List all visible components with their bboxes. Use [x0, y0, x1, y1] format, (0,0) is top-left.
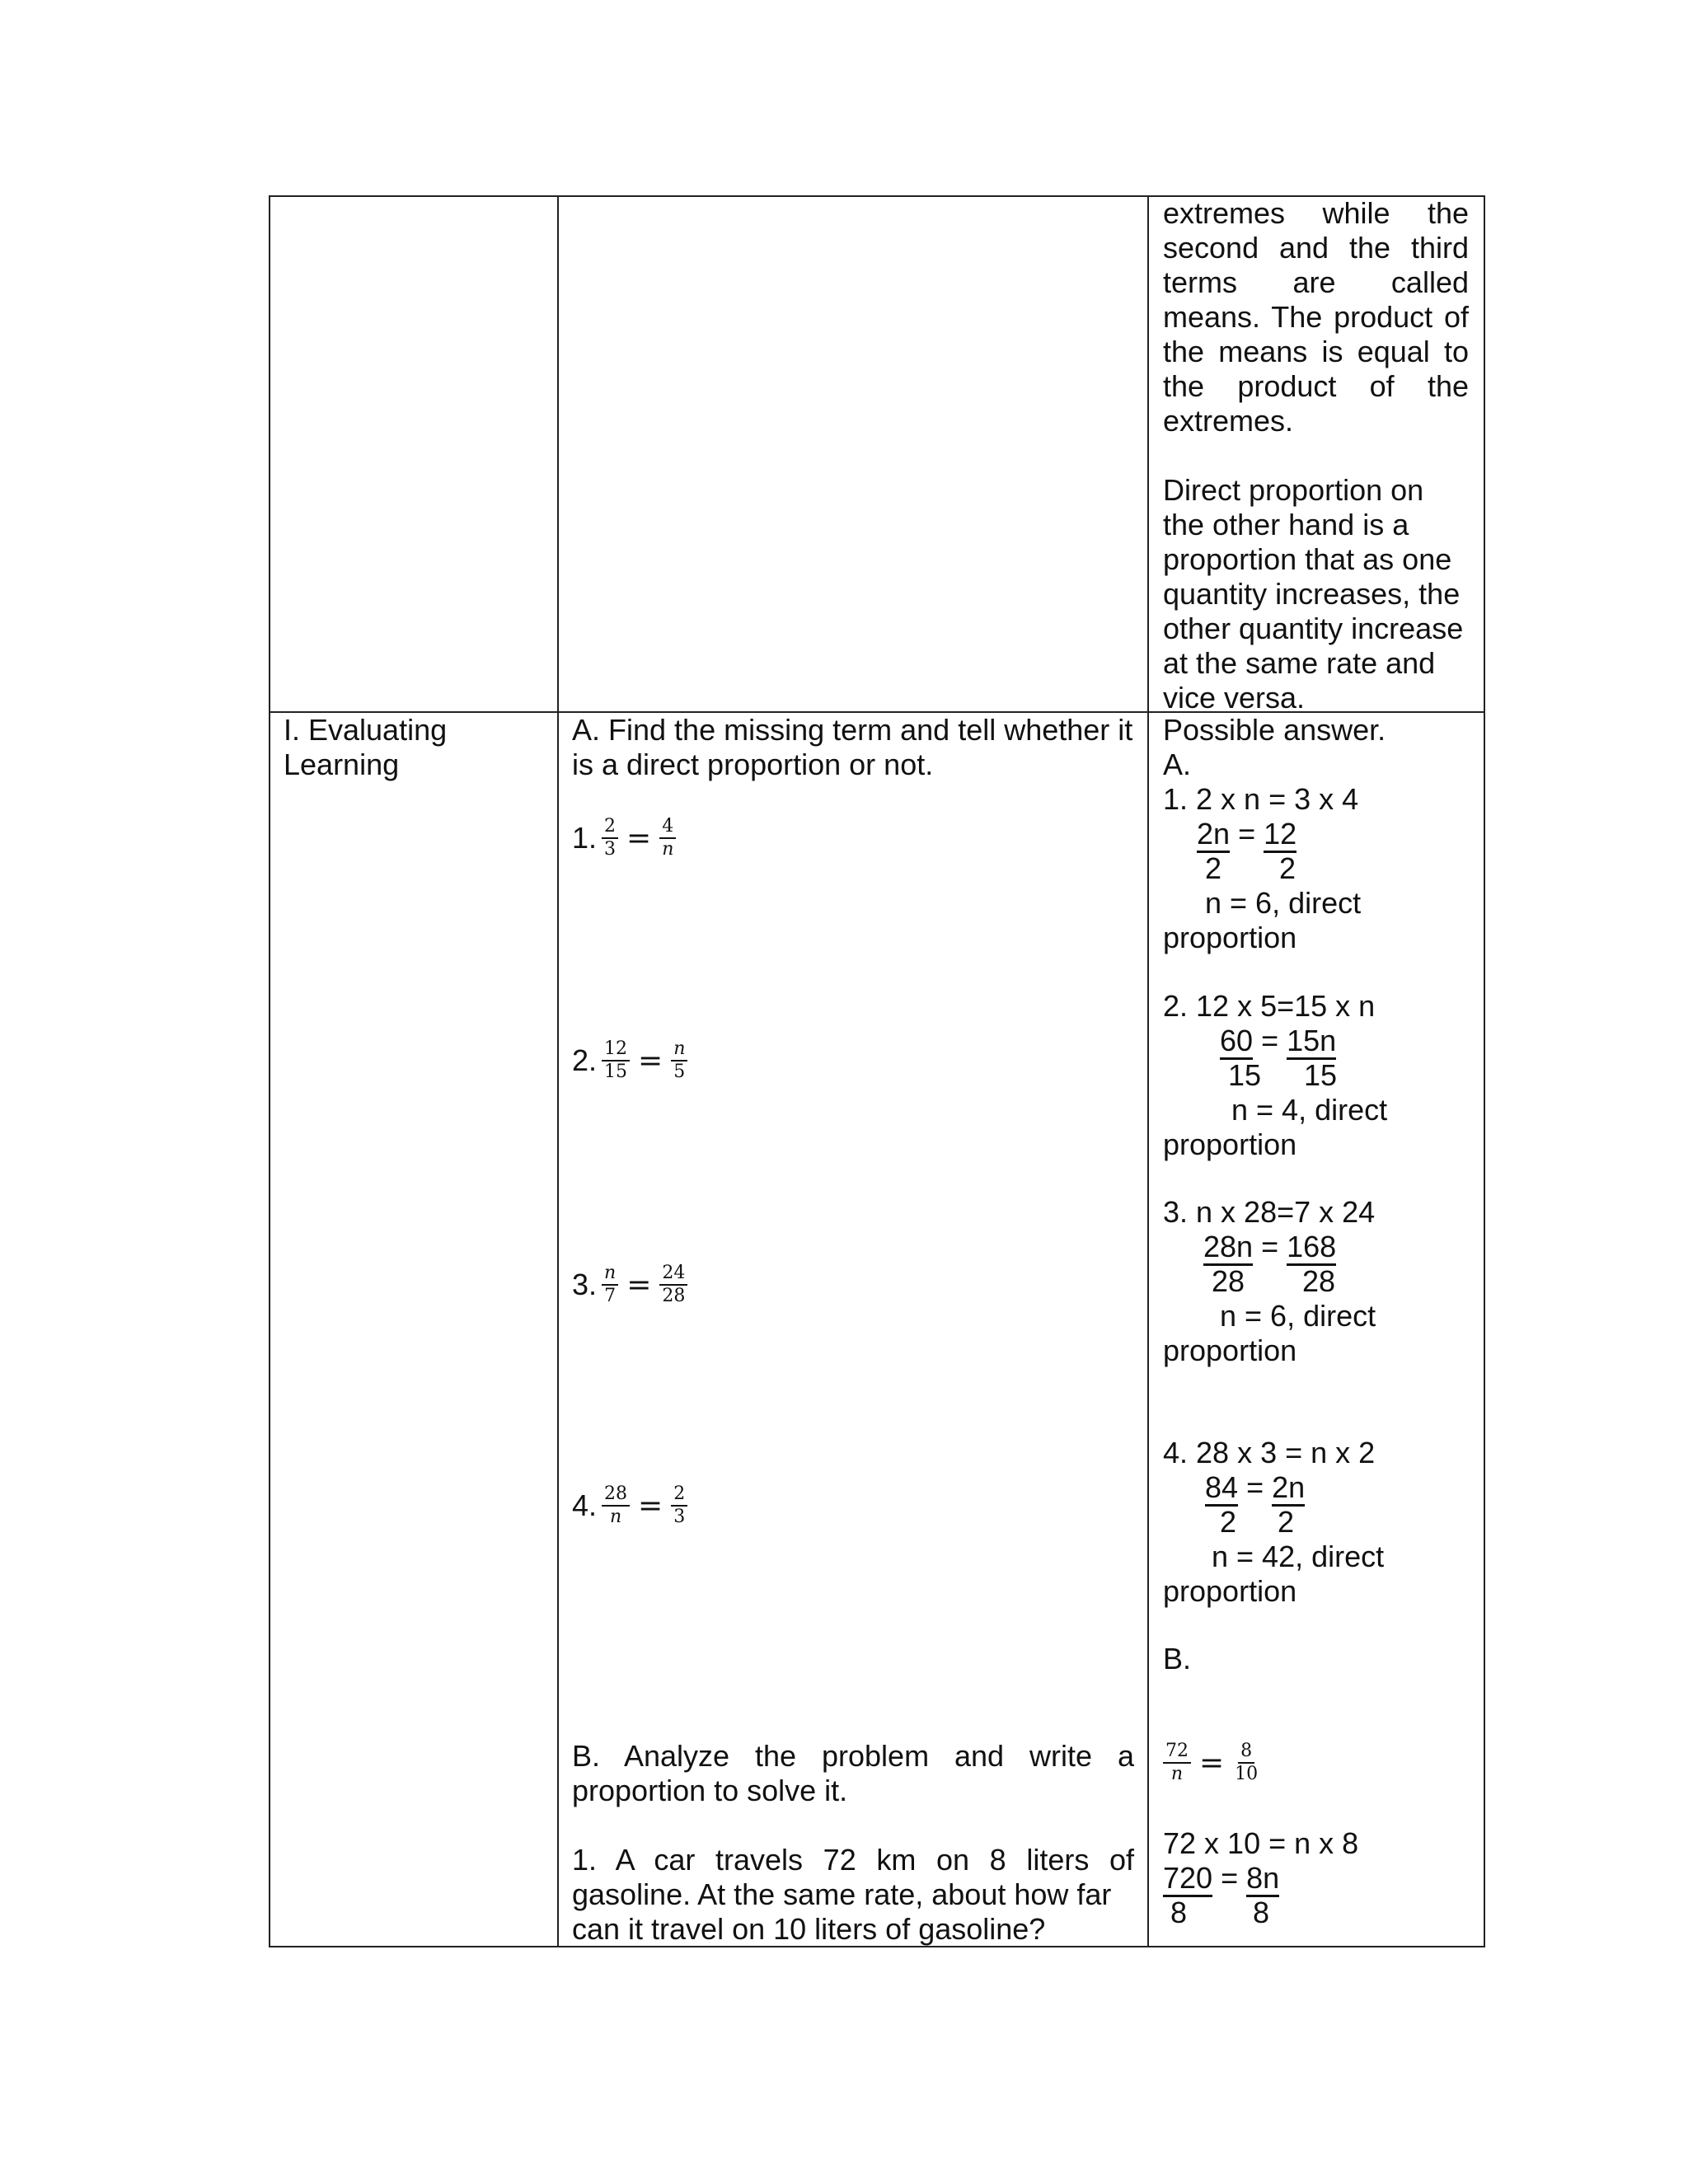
definition-line: Direct proportion on	[1163, 473, 1424, 507]
fraction: $\frac{4}{n}$	[659, 816, 676, 860]
item-number: 3.	[572, 1268, 598, 1301]
definition-line: other quantity increase	[1163, 612, 1464, 645]
item-number: 1.	[572, 821, 598, 855]
problem-3-equation	[572, 1263, 692, 1307]
definition-line: terms are called	[1163, 265, 1469, 299]
part-b-denominator: 8	[1170, 1896, 1188, 1929]
definition-line: the other hand is a	[1163, 508, 1409, 541]
equals-sign: =	[626, 1268, 652, 1302]
solution-denominator: 2	[1278, 1505, 1295, 1539]
problem-1-equation	[572, 816, 681, 860]
fraction: $\frac{24}{28}$	[659, 1263, 687, 1307]
solution-denominator: 28	[1302, 1264, 1336, 1298]
solution-result-continued: proportion	[1163, 1333, 1297, 1367]
word-problem-line: can it travel on 10 liters of gasoline?	[572, 1912, 1046, 1946]
fraction: $\frac{n}{5}$	[671, 1038, 687, 1083]
definition-line: quantity increases, the	[1163, 577, 1461, 611]
fraction: $\frac{8}{10}$	[1235, 1741, 1259, 1784]
part-b-denominator: 8	[1253, 1896, 1270, 1929]
definition-line: the means is equal to	[1163, 335, 1469, 368]
solution-denominator: 15	[1228, 1058, 1262, 1092]
solution-denominator: 28	[1212, 1264, 1245, 1298]
definition-line: means. The product of	[1163, 300, 1469, 334]
item-number: 2.	[572, 1043, 598, 1077]
instruction-a-continued: is a direct proportion or not.	[572, 748, 934, 781]
part-b-equation: 72 x 10 = n x 8	[1163, 1826, 1359, 1860]
instruction-b-continued: proportion to solve it.	[572, 1774, 848, 1807]
definition-line: the product of the	[1163, 369, 1469, 403]
solution-result-continued: proportion	[1163, 1127, 1297, 1161]
solution-denominator: 15	[1304, 1058, 1338, 1092]
answer-header: Possible answer.	[1163, 713, 1386, 747]
solution-result: n = 6, direct	[1205, 886, 1362, 920]
definition-line: extremes while the	[1163, 196, 1469, 230]
solution-denominator: 2	[1220, 1505, 1237, 1539]
table-border-left	[269, 195, 270, 1947]
solution-result: n = 4, direct	[1231, 1093, 1388, 1127]
solution-equation: 3. n x 28=7 x 24	[1163, 1195, 1376, 1229]
solution-result-continued: proportion	[1163, 921, 1297, 954]
definition-line: vice versa.	[1163, 681, 1306, 715]
instruction-a: A. Find the missing term and tell whether it	[572, 713, 1133, 747]
solution-result-continued: proportion	[1163, 1574, 1297, 1608]
item-number: 4.	[572, 1488, 598, 1522]
fraction: $\frac{12}{15}$	[602, 1038, 630, 1083]
solution-equation: 2. 12 x 5=15 x n	[1163, 989, 1376, 1023]
definition-line: proportion that as one	[1163, 542, 1452, 576]
answer-part-b-label: B.	[1163, 1642, 1192, 1675]
solution-result: n = 6, direct	[1220, 1299, 1376, 1333]
solution-division-numerators: 28n = 168	[1203, 1230, 1336, 1264]
solution-denominator: 2	[1279, 851, 1296, 885]
fraction: $\frac{2}{3}$	[602, 816, 618, 860]
fraction: $\frac{2}{3}$	[671, 1483, 687, 1528]
equals-sign: =	[638, 1043, 663, 1078]
answer-part-a-label: A.	[1163, 748, 1192, 781]
fraction: $\frac{n}{7}$	[602, 1263, 618, 1307]
solution-division-numerators: 2n = 12	[1197, 817, 1296, 851]
definition-line: second and the third	[1163, 231, 1469, 265]
solution-division-numerators: 84 = 2n	[1205, 1470, 1305, 1505]
equals-sign: =	[1199, 1746, 1225, 1780]
solution-division-numerators: 60 = 15n	[1220, 1024, 1336, 1058]
part-b-proportion	[1158, 1741, 1265, 1785]
table-border-right	[1484, 195, 1485, 1947]
definition-line: at the same rate and	[1163, 646, 1436, 680]
equals-sign: =	[638, 1488, 663, 1523]
instruction-b: B. Analyze the problem and write a	[572, 1739, 1134, 1773]
word-problem-line: 1. A car travels 72 km on 8 liters of	[572, 1843, 1134, 1877]
definition-line: extremes.	[1163, 404, 1294, 438]
fraction: $\frac{28}{n}$	[602, 1483, 630, 1528]
solution-equation: 1. 2 x n = 3 x 4	[1163, 782, 1359, 816]
solution-result: n = 42, direct	[1212, 1540, 1385, 1573]
table-column-divider-2	[1147, 195, 1149, 1947]
part-b-division-numerators: 720 = 8n	[1163, 1861, 1279, 1896]
equals-sign: =	[626, 821, 652, 855]
problem-4-equation	[572, 1483, 692, 1528]
solution-equation: 4. 28 x 3 = n x 2	[1163, 1436, 1376, 1469]
problem-2-equation	[572, 1038, 692, 1083]
section-heading: I. Evaluating	[284, 713, 448, 747]
word-problem-line: gasoline. At the same rate, about how far	[572, 1877, 1112, 1911]
section-heading-continued: Learning	[284, 748, 400, 781]
table-column-divider-1	[557, 195, 559, 1947]
fraction: $\frac{72}{n}$	[1163, 1741, 1191, 1785]
solution-denominator: 2	[1205, 851, 1222, 885]
